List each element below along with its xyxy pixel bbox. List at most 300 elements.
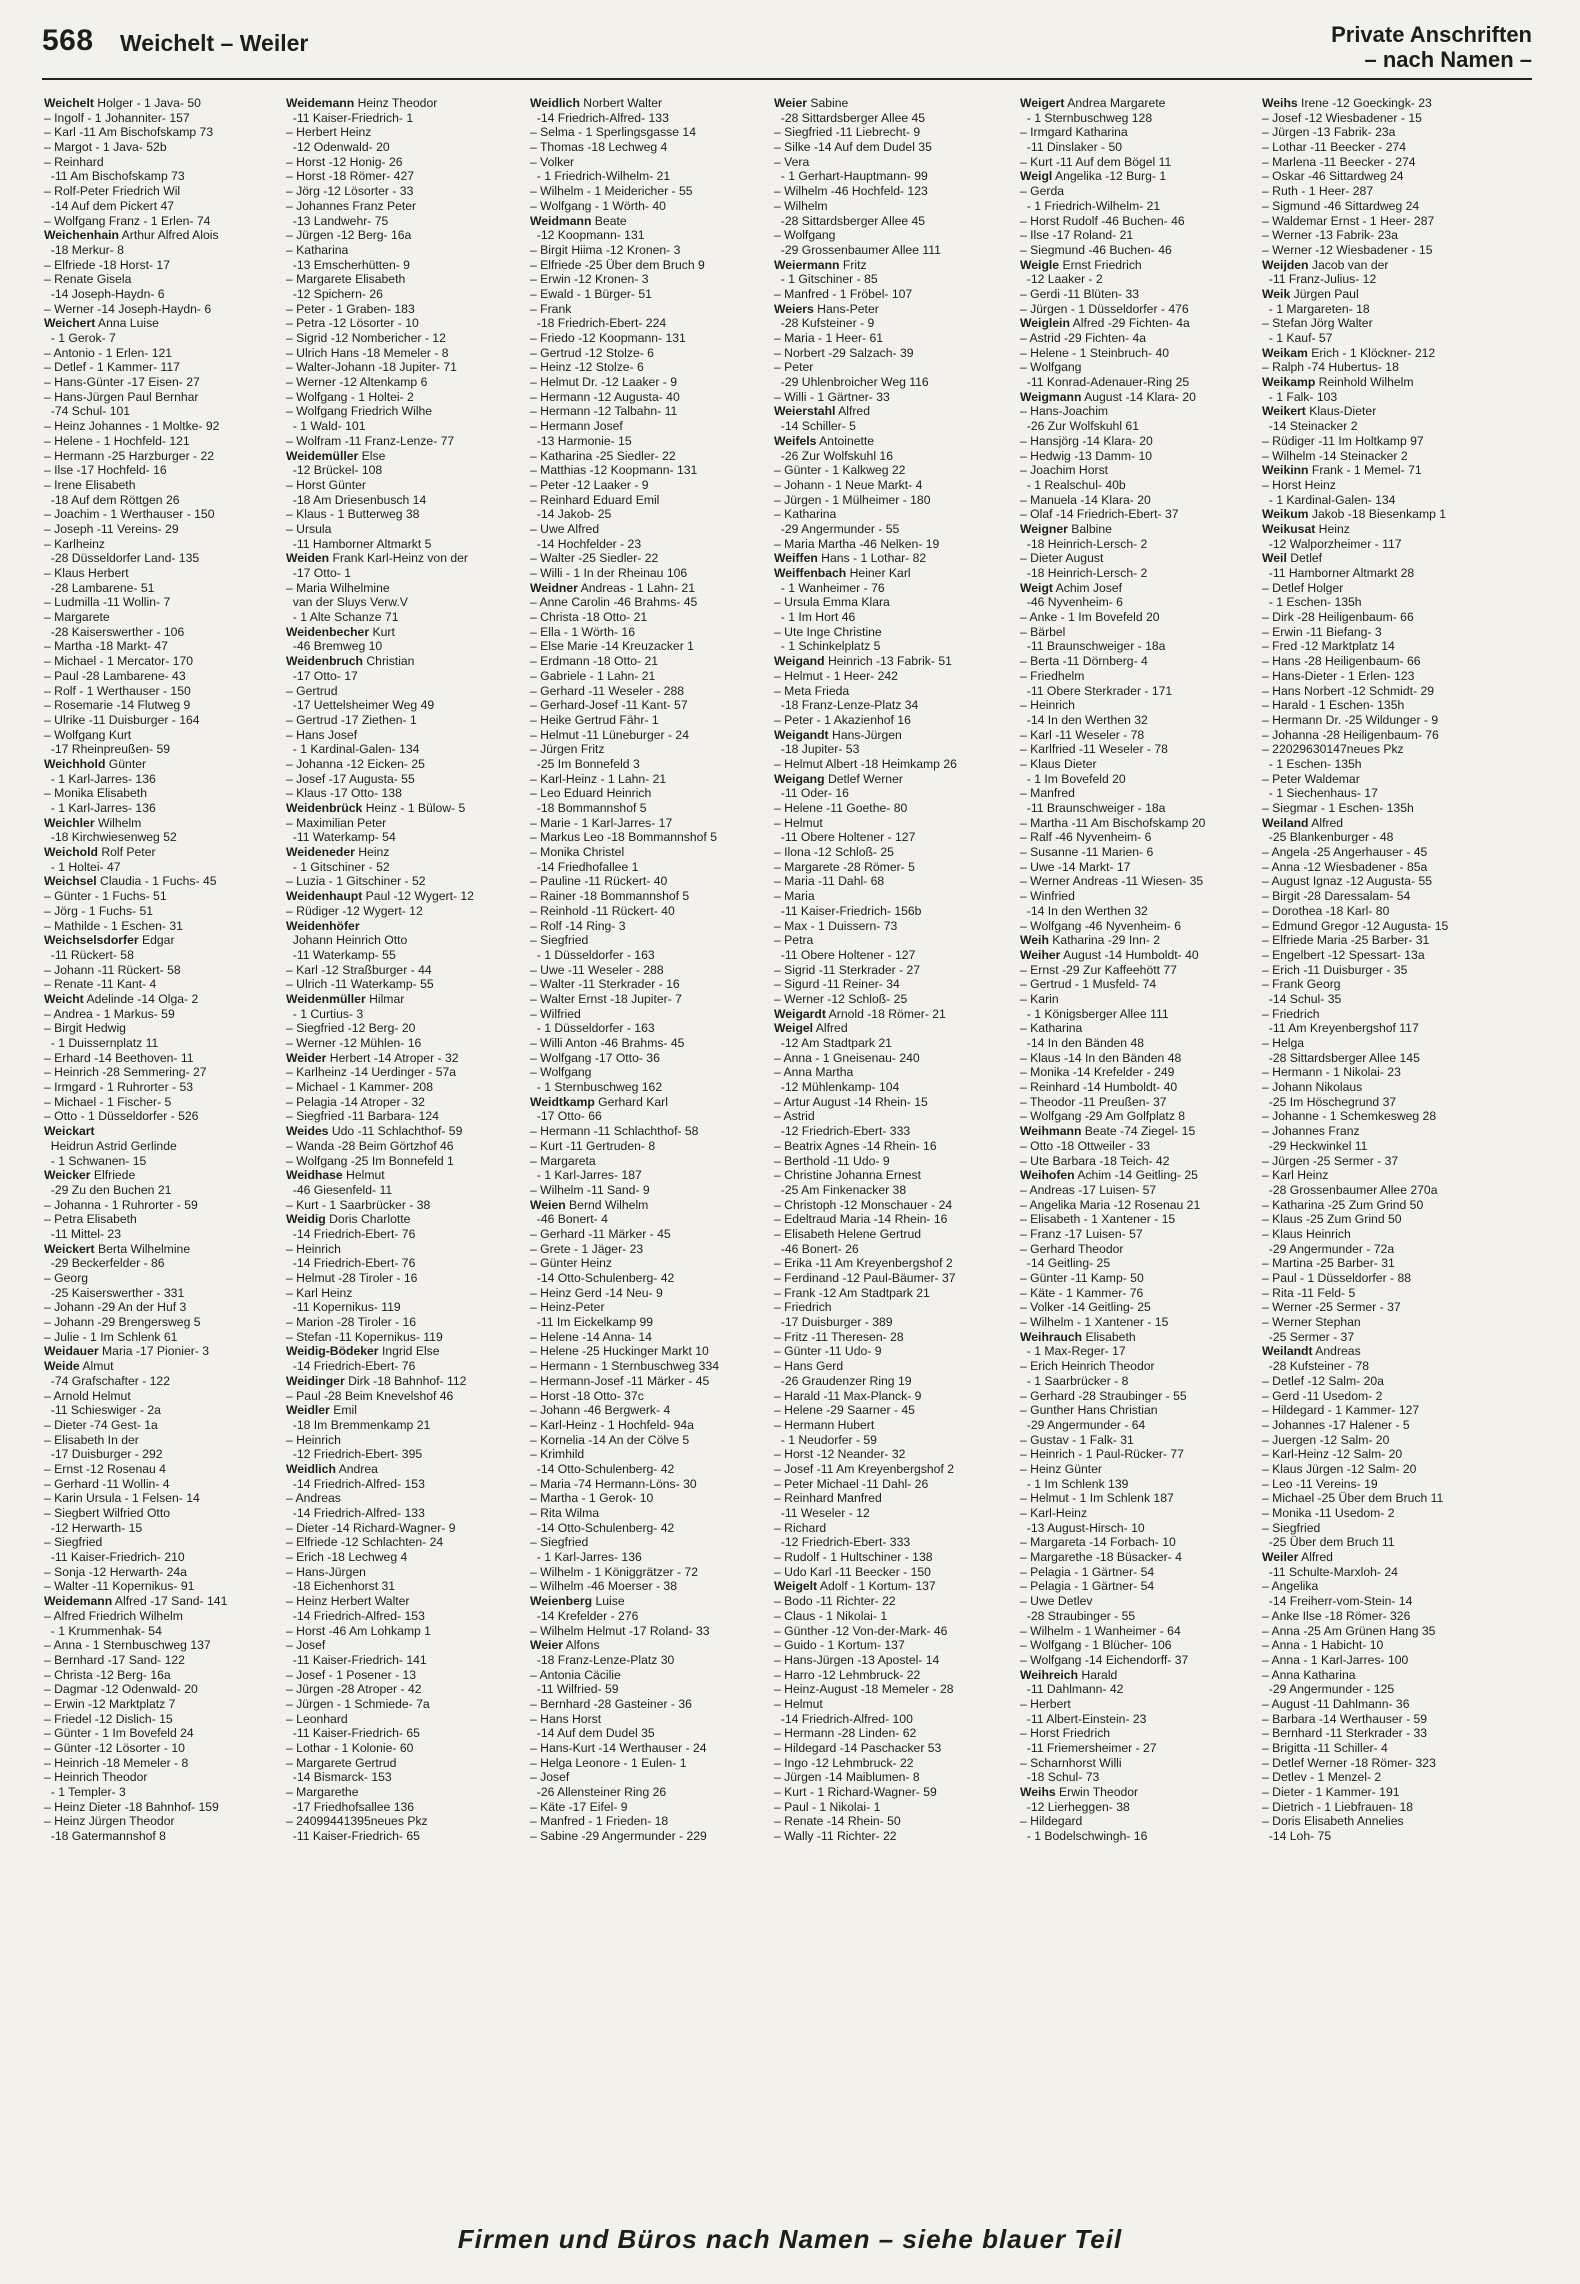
listing-entry: -14 Bismarck- 153 [286, 1770, 392, 1785]
listing-entry: Weichenhain Arthur Alfred Alois [44, 228, 219, 243]
listing-entry: – Heinz Johannes - 1 Moltke- 92 [44, 419, 220, 434]
listing-entry: – Heinz Günter [1020, 1461, 1102, 1476]
listing-entry: – Margareta [530, 1153, 596, 1168]
listing-entry: Weigang Detlef Werner [774, 771, 903, 786]
listing-entry: – Frank [530, 301, 572, 316]
listing-entry: -14 Auf dem Pickert 47 [44, 198, 175, 213]
listing-entry: – Hans Josef [286, 727, 358, 742]
listing-entry: – Manfred - 1 Fröbel- 107 [774, 286, 913, 301]
listing-entry: – Michael - 1 Fischer- 5 [44, 1094, 172, 1109]
listing-entry: - 1 Wanheimer - 76 [774, 580, 885, 595]
listing-entry: – Horst Heinz [1262, 477, 1336, 492]
listing-entry: – Hansjörg -14 Klara- 20 [1020, 433, 1153, 448]
listing-entry: – Lothar -11 Beecker - 274 [1262, 140, 1407, 155]
listing-entry: Weidemann Heinz Theodor [286, 96, 438, 110]
listing-entry: -46 Giesenfeld- 11 [286, 1182, 393, 1197]
listing-entry: – Pauline -11 Rückert- 40 [530, 874, 668, 889]
listing-entry: – Astrid -29 Fichten- 4a [1020, 331, 1146, 345]
listing-entry: – Ingo -12 Lehmbruck- 22 [774, 1755, 914, 1770]
listing-entry: – Hermann-Josef -11 Märker - 45 [530, 1373, 710, 1388]
listing-entry: – Horst -18 Römer- 427 [286, 169, 415, 184]
listing-entry: Weidenhaupt Paul -12 Wygert- 12 [286, 889, 474, 904]
listing-entry: – Heinrich [286, 1241, 341, 1256]
listing-entry: – Elisabeth In der [44, 1432, 139, 1447]
listing-entry: Weierstahl Alfred [774, 404, 870, 419]
listing-entry: Weidlich Andrea [286, 1461, 378, 1476]
listing-entry: – Hans -28 Heiligenbaum- 66 [1262, 654, 1421, 669]
listing-entry: – Siegbert Wilfried Otto [44, 1506, 170, 1520]
listing-entry: – Johann Nikolaus [1262, 1080, 1363, 1095]
listing-entry: – Werner -12 Wiesbadener - 15 [1262, 242, 1433, 257]
listing-entry: – Reinhold -11 Rückert- 40 [530, 903, 675, 918]
listing-entry: -11 Am Bischofskamp 73 [44, 169, 185, 184]
listing-entry: – Josef [286, 1638, 326, 1653]
listing-entry: - 1 Eschen- 135h [1262, 595, 1362, 610]
listing-entry: – Lothar - 1 Kolonie- 60 [286, 1741, 414, 1755]
listing-entry: – Reinhard Eduard Emil [530, 492, 660, 507]
listing-entry: – Wolfgang -17 Otto- 36 [530, 1050, 660, 1065]
listing-entry: -12 Am Stadtpark 21 [774, 1036, 892, 1050]
listing-entry: – Ursula [286, 521, 332, 536]
listing-entry: -17 Rheinpreußen- 59 [44, 742, 171, 757]
listing-entry: – Margarete [44, 610, 110, 625]
listing-entry: – Ferdinand -12 Paul-Bäumer- 37 [774, 1271, 956, 1285]
listing-entry: – Joseph -11 Vereins- 29 [44, 521, 179, 536]
listing-entry: – Siegfried -12 Berg- 20 [286, 1021, 416, 1036]
listing-entry: – Wolfgang -29 Am Golfplatz 8 [1020, 1109, 1186, 1124]
listing-entry: -18 Heinrich-Lersch- 2 [1020, 566, 1148, 580]
listing-entry: – Berta -11 Dörnberg- 4 [1020, 654, 1148, 669]
listing-entry: – Erwin -11 Biefang- 3 [1262, 624, 1382, 639]
listing-entry: – Sigmund -46 Sittardweg 24 [1262, 198, 1420, 213]
listing-entry: -14 Friedhofallee 1 [530, 859, 639, 874]
listing-entry: – Michael -25 Über dem Bruch 11 [1262, 1491, 1444, 1506]
listing-entry: Weigand Heinrich -13 Fabrik- 51 [774, 654, 952, 669]
listing-entry: – Helene -29 Saarner - 45 [774, 1403, 915, 1418]
listing-entry: – Wilhelm -14 Steinacker 2 [1262, 448, 1408, 463]
listing-entry: – Günter Heinz [530, 1256, 612, 1271]
listing-entry: – Martina -25 Barber- 31 [1262, 1256, 1395, 1271]
listing-entry: – Jürgen -25 Sermer - 37 [1262, 1153, 1399, 1168]
listing-entry: – Johann -29 Brengersweg 5 [44, 1315, 201, 1330]
listing-entry: -11 Weseler - 12 [774, 1506, 870, 1520]
listing-entry: – Siegfried [530, 1535, 589, 1550]
listing-entry: – Erich -18 Lechweg 4 [286, 1550, 408, 1565]
listing-entry: -11 Mittel- 23 [44, 1226, 121, 1241]
listing-entry: Weiermann Fritz [774, 257, 867, 272]
listing-entry: – Karlheinz -14 Uerdinger - 57a [286, 1065, 457, 1080]
listing-entry: – Bernhard -17 Sand- 122 [44, 1652, 185, 1667]
listing-column-3 [530, 96, 768, 1844]
listing-entry: -28 Kaiserswerther - 106 [44, 624, 185, 639]
listing-entry: -28 Lambarene- 51 [44, 580, 155, 595]
listing-entry: -18 Auf dem Röttgen 26 [44, 492, 180, 507]
listing-entry: – Kurt -11 Auf dem Bögel 11 [1020, 154, 1172, 169]
listing-entry: -18 Merkur- 8 [44, 242, 124, 257]
listing-entry: – Siegfried -11 Barbara- 124 [286, 1109, 439, 1124]
listing-entry: -29 Zu den Buchen 21 [44, 1182, 172, 1197]
listing-entry: – Hildegard - 1 Kammer- 127 [1262, 1403, 1420, 1418]
listing-entry: – Helmut -11 Lüneburger - 24 [530, 727, 689, 742]
listing-entry: – Karl -12 Straßburger - 44 [286, 962, 432, 977]
listing-entry: – Engelbert -12 Spessart- 13a [1262, 947, 1425, 962]
listing-entry: -11 Waterkamp- 55 [286, 947, 396, 962]
listing-entry: – Katharina [286, 242, 349, 257]
listing-entry: Weichold Rolf Peter [44, 845, 156, 860]
listing-entry: – Johann -11 Rückert- 58 [44, 962, 181, 977]
listing-entry: – Petra [774, 933, 814, 948]
listing-entry: – Richard [774, 1520, 827, 1535]
listing-entry: Weihreich Harald [1020, 1667, 1118, 1682]
listing-entry: – Gertrud [286, 683, 338, 698]
listing-entry: -11 Kaiser-Friedrich- 65 [286, 1829, 420, 1844]
listing-entry: -14 In den Werthen 32 [1020, 903, 1148, 918]
listing-entry: Weidmann Beate [530, 213, 627, 228]
listing-entry: -11 Schulte-Marxloh- 24 [1262, 1564, 1398, 1579]
listing-entry: – Karlheinz [44, 536, 105, 551]
listing-entry: – Katharina [1020, 1021, 1083, 1036]
listing-entry: - 1 Falk- 103 [1262, 389, 1338, 404]
listing-entry: – Johanna - 1 Ruhrorter - 59 [44, 1197, 198, 1212]
listing-entry: – Leonhard [286, 1711, 348, 1726]
listing-entry: – Erich Heinrich Theodor [1020, 1359, 1155, 1374]
listing-entry: -26 Zur Wolfskuhl 61 [1020, 419, 1139, 434]
listing-entry: – Waldemar Ernst - 1 Heer- 287 [1262, 213, 1435, 228]
listing-entry: - 1 Friedrich-Wilhelm- 21 [530, 169, 671, 184]
listing-entry: – Detlef Holger [1262, 580, 1344, 595]
listing-entry: -11 Waterkamp- 54 [286, 830, 396, 845]
listing-entry: – Rita Wilma [530, 1506, 600, 1520]
listing-entry: – Günter - 1 Kalkweg 22 [774, 463, 906, 478]
page-number: 568 [42, 24, 94, 57]
listing-entry: Weichler Wilhelm [44, 815, 142, 830]
listing-entry: – Horst -18 Otto- 37c [530, 1388, 644, 1403]
listing-entry: Weihrauch Elisabeth [1020, 1329, 1136, 1344]
listing-entry: – Volker [530, 154, 575, 169]
listing-entry: – Claus - 1 Nikolai- 1 [774, 1608, 888, 1623]
listing-entry: – Anna -12 Wiesbadener - 85a [1262, 859, 1428, 874]
listing-entry: -18 Heinrich-Lersch- 2 [1020, 536, 1148, 551]
listing-entry: – Reinhard -14 Humboldt- 40 [1020, 1080, 1178, 1095]
listing-entry: -29 Angermunder - 125 [1262, 1682, 1395, 1697]
listing-entry: -14 In den Werthen 32 [1020, 712, 1148, 727]
listing-entry: – Karl Heinz [1262, 1168, 1329, 1183]
listing-entry: – Astrid [774, 1109, 815, 1124]
listing-entry: – Margarete Gertrud [286, 1755, 397, 1770]
listing-entry: Weigner Balbine [1020, 521, 1112, 536]
listing-entry: – Otto - 1 Düsseldorfer - 526 [44, 1109, 199, 1124]
listing-entry: – Heinz Gerd -14 Neu- 9 [530, 1285, 663, 1300]
listing-entry: -11 Albert-Einstein- 23 [1020, 1711, 1147, 1726]
listing-entry: – Hans-Jürgen -13 Apostel- 14 [774, 1652, 940, 1667]
listing-entry: – Leo -11 Vereins- 19 [1262, 1476, 1378, 1491]
listing-entry: - 1 Karl-Jarres- 136 [44, 801, 156, 815]
listing-entry: – Wolfgang - 1 Holtei- 2 [286, 389, 414, 404]
listing-entry: – Gerhard -11 Märker - 45 [530, 1226, 671, 1241]
listing-entry: – Margarethe [286, 1785, 359, 1800]
listing-entry: – Frank Georg [1262, 977, 1341, 992]
listing-entry: – Thomas -18 Lechweg 4 [530, 140, 668, 155]
listing-entry: – Hans-Jürgen Paul Bernhar [44, 389, 199, 404]
listing-entry: – Katharina -25 Siedler- 22 [530, 448, 676, 463]
listing-entry: -14 Friedrich-Alfred- 100 [774, 1711, 913, 1726]
listing-entry: – Antonio - 1 Erlen- 121 [44, 345, 173, 360]
listing-entry: Weien Bernd Wilhelm [530, 1197, 649, 1212]
listing-entry: – Siegfried [1262, 1520, 1321, 1535]
listing-entry: – Heinz -12 Stolze- 6 [530, 360, 644, 375]
listing-entry: -11 Dahlmann- 42 [1020, 1682, 1124, 1697]
listing-entry: – Hermann Dr. -25 Wildunger - 9 [1262, 712, 1439, 727]
listing-entry: – Ilona -12 Schloß- 25 [774, 845, 894, 860]
listing-entry: – Detlev - 1 Menzel- 2 [1262, 1770, 1382, 1785]
listing-entry: Weidner Andreas - 1 Lahn- 21 [530, 580, 696, 595]
listing-entry: – Olaf -14 Friedrich-Ebert- 37 [1020, 507, 1179, 522]
listing-entry: – August Ignaz -12 Augusta- 55 [1262, 874, 1433, 889]
listing-entry: Weichsel Claudia - 1 Fuchs- 45 [44, 874, 217, 889]
listing-entry: -17 Otto- 17 [286, 668, 358, 683]
listing-entry: Weijden Jacob van der [1262, 257, 1389, 272]
listing-entry: -12 Friedrich-Ebert- 333 [774, 1535, 911, 1550]
listing-entry: – Harald - 1 Eschen- 135h [1262, 698, 1405, 713]
listing-entry: Heidrun Astrid Gerlinde [44, 1138, 177, 1153]
listing-entry: -14 Schiller- 5 [774, 419, 856, 434]
listing-entry: – Karl -11 Weseler - 78 [1020, 727, 1145, 742]
listing-entry: – Helene -25 Huckinger Markt 10 [530, 1344, 709, 1359]
listing-entry: -12 Odenwald- 20 [286, 140, 390, 155]
listing-entry: – Gerhard -28 Straubinger - 55 [1020, 1388, 1187, 1403]
listing-entry: – Johann - 1 Neue Markt- 4 [774, 477, 923, 492]
listing-entry: Weidler Emil [286, 1403, 357, 1418]
listing-entry: Weik Jürgen Paul [1262, 286, 1359, 301]
listing-entry: – Theodor -11 Preußen- 37 [1020, 1094, 1167, 1109]
listing-entry: – Käte -17 Eifel- 9 [530, 1799, 628, 1814]
listing-entry: – Wolfgang [774, 228, 836, 243]
listing-entry: - 1 Sternbuschweg 162 [530, 1080, 663, 1095]
listing-entry: – Manfred [1020, 786, 1075, 801]
listing-entry: Weickert Berta Wilhelmine [44, 1241, 191, 1256]
listing-entry: – Martha -18 Markt- 47 [44, 639, 168, 654]
listing-entry: – Bernhard -11 Sterkrader - 33 [1262, 1726, 1428, 1741]
listing-entry: – Anna -25 Am Grünen Hang 35 [1262, 1623, 1436, 1638]
listing-entry: – Jörg -12 Lösorter - 33 [286, 184, 414, 199]
listing-entry: – Günter -12 Lösorter - 10 [44, 1741, 185, 1755]
listing-entry: – Jürgen - 1 Mülheimer - 180 [774, 492, 931, 507]
listing-entry: -12 Lierheggen- 38 [1020, 1799, 1130, 1814]
listing-entry: – Maria -74 Hermann-Löns- 30 [530, 1476, 697, 1491]
listing-entry: – Andrea - 1 Markus- 59 [44, 1006, 175, 1021]
listing-entry: – Friedrich [1262, 1006, 1320, 1021]
listing-entry: – Peter [774, 360, 814, 375]
listing-entry: -13 Emscherhütten- 9 [286, 257, 410, 272]
listing-entry: – Scharnhorst Willi [1020, 1755, 1122, 1770]
listing-entry: – Paul -28 Lambarene- 43 [44, 668, 186, 683]
listing-entry: – Hedwig -13 Damm- 10 [1020, 448, 1153, 463]
listing-entry: – Elisabeth - 1 Xantener - 15 [1020, 1212, 1176, 1227]
listing-entry: – Georg [44, 1271, 89, 1285]
listing-entry: – Hermann -28 Linden- 62 [774, 1726, 917, 1741]
listing-entry: – Joachim - 1 Werthauser - 150 [44, 507, 215, 522]
listing-entry: – Rolf - 1 Werthauser - 150 [44, 683, 191, 698]
listing-entry: - 1 Bodelschwingh- 16 [1020, 1829, 1148, 1844]
listing-entry: – Stefan Jörg Walter [1262, 316, 1373, 331]
listing-entry: – Berthold -11 Udo- 9 [774, 1153, 890, 1168]
listing-entry: – Wilhelm -11 Sand- 9 [530, 1182, 650, 1197]
listing-entry: -18 Im Bremmenkamp 21 [286, 1417, 431, 1432]
listing-entry: – Herbert [1020, 1696, 1071, 1711]
listing-entry: – Klaus Herbert [44, 566, 129, 580]
listing-entry: – Krimhild [530, 1447, 585, 1462]
listing-entry: Weihmann Beate -74 Ziegel- 15 [1020, 1124, 1196, 1139]
listing-entry: – Maria Martha -46 Nelken- 19 [774, 536, 940, 551]
listing-entry: – Hermann Hubert [774, 1417, 875, 1432]
listing-entry: -74 Schul- 101 [44, 404, 131, 419]
listing-entry: – Hermann -12 Talbahn- 11 [530, 404, 678, 419]
header-rule [42, 78, 1532, 80]
listing-entry: – Heinz-August -18 Memeler - 28 [774, 1682, 954, 1697]
listing-entry: – Johanne - 1 Schemkesweg 28 [1262, 1109, 1437, 1124]
listing-entry: – Joachim Horst [1020, 463, 1109, 478]
listing-entry: – Ernst -12 Rosenau 4 [44, 1461, 166, 1476]
listing-entry: – Rüdiger -11 Im Holtkamp 97 [1262, 433, 1424, 448]
listing-entry: – Maria -11 Dahl- 68 [774, 874, 885, 889]
listing-entry: -18 Jupiter- 53 [774, 742, 860, 757]
listing-entry: - 1 Sternbuschweg 128 [1020, 110, 1153, 125]
listing-entry: -17 Duisburger - 292 [44, 1447, 163, 1462]
listing-entry: - 1 Gerok- 7 [44, 331, 116, 345]
listing-entry: – Ute Inge Christine [774, 624, 882, 639]
listing-entry: – Susanne -11 Marien- 6 [1020, 845, 1154, 860]
listing-entry: -11 Dinslaker - 50 [1020, 140, 1123, 155]
listing-entry: -14 Joseph-Haydn- 6 [44, 286, 165, 301]
listing-entry: -18 Eichenhorst 31 [286, 1579, 396, 1594]
listing-entry: Weihs Irene -12 Goeckingk- 23 [1262, 96, 1432, 110]
listing-entry: – Josef [530, 1770, 570, 1785]
listing-entry: -11 Kaiser-Friedrich- 141 [286, 1652, 427, 1667]
listing-entry: -11 Hamborner Altmarkt 28 [1262, 566, 1415, 580]
listing-entry: Weikinn Frank - 1 Memel- 71 [1262, 463, 1422, 478]
listing-entry: Weil Detlef [1262, 551, 1323, 566]
listing-entry: – Günter -11 Udo- 9 [774, 1344, 882, 1359]
listing-entry: -26 Graudenzer Ring 19 [774, 1373, 912, 1388]
listing-entry: -28 Grossenbaumer Allee 270a [1262, 1182, 1438, 1197]
listing-entry: – Michael - 1 Mercator- 170 [44, 654, 194, 669]
listing-entry: – Birgit -28 Daressalam- 54 [1262, 889, 1411, 904]
listing-entry: -12 Brückel- 108 [286, 463, 383, 478]
listing-entry: – Gerhard Theodor [1020, 1241, 1124, 1256]
listing-entry: – Dieter - 1 Kammer- 191 [1262, 1785, 1400, 1800]
listing-entry: - 1 Königsberger Allee 111 [1020, 1006, 1169, 1021]
listing-entry: – Wilhelm -46 Hochfeld- 123 [774, 184, 928, 199]
listing-entry: – Maria Wilhelmine [286, 580, 390, 595]
listing-entry: – Peter Michael -11 Dahl- 26 [774, 1476, 929, 1491]
listing-entry: Weidauer Maria -17 Pionier- 3 [44, 1344, 210, 1359]
listing-entry: – Klaus -17 Otto- 138 [286, 786, 402, 801]
listing-entry: – Frank -12 Am Stadtpark 21 [774, 1285, 930, 1300]
listing-entry: Weickart [44, 1124, 95, 1139]
listing-entry: – Ulrike -11 Duisburger - 164 [44, 712, 200, 727]
listing-entry: – Wolfgang -46 Nyvenheim- 6 [1020, 918, 1182, 933]
listing-entry: – Wolfgang Friedrich Wilhe [286, 404, 433, 419]
listing-entry: -11 Wilfried- 59 [530, 1682, 619, 1697]
listing-entry: – Friedel -12 Dislich- 15 [44, 1711, 173, 1726]
listing-entry: – Anna Martha [774, 1065, 854, 1080]
listing-entry: -28 Kufsteiner - 78 [1262, 1359, 1370, 1374]
listing-entry: Weihs Erwin Theodor [1020, 1785, 1139, 1800]
listing-entry: – Anke - 1 Im Bovefeld 20 [1020, 610, 1160, 625]
listing-entry: -14 Jakob- 25 [530, 507, 612, 522]
page-footer: Firmen und Büros nach Namen – siehe blauer Teil [457, 2224, 1123, 2254]
listing-entry: – Ralph -74 Hubertus- 18 [1262, 360, 1399, 375]
listing-entry: -11 Hamborner Altmarkt 5 [286, 536, 432, 551]
listing-entry: - 1 Karl-Jarres- 187 [530, 1168, 642, 1183]
listing-entry: – Helene - 1 Steinbruch- 40 [1020, 345, 1170, 360]
listing-entry: – Christoph -12 Monschauer - 24 [774, 1197, 953, 1212]
listing-entry: – Gustav - 1 Falk- 31 [1020, 1432, 1134, 1447]
listing-entry: – Helga Leonore - 1 Eulen- 1 [530, 1755, 687, 1770]
listing-entry: – Werner -13 Fabrik- 23a [1262, 228, 1398, 243]
listing-entry: – Renate Gisela [44, 272, 132, 287]
listing-entry: – Bodo -11 Richter- 22 [774, 1594, 896, 1609]
listing-entry: – Martha -11 Am Bischofskamp 20 [1020, 815, 1206, 830]
listing-entry: – Wilhelm - 1 Königgrätzer - 72 [530, 1564, 698, 1579]
listing-entry: – Sigrid -11 Sterkrader - 27 [774, 962, 921, 977]
listing-entry: – Pelagia - 1 Gärtner- 54 [1020, 1579, 1155, 1594]
section-title-line1: Private Anschriften [1331, 22, 1532, 47]
listing-entry: – Hildegard [1020, 1814, 1083, 1829]
listing-entry: – Helmut Dr. -12 Laaker - 9 [530, 375, 677, 390]
listing-entry: -14 Friedrich-Alfred- 153 [286, 1608, 425, 1623]
listing-entry: – Ruth - 1 Heer- 287 [1262, 184, 1374, 199]
listing-entry: – Elfriede -12 Schlachten- 24 [286, 1535, 444, 1550]
listing-entry: -29 Heckwinkel 11 [1262, 1138, 1368, 1153]
listing-entry: – Renate -11 Kant- 4 [44, 977, 157, 992]
listing-entry: - 1 Im Bovefeld 20 [1020, 771, 1126, 786]
listing-entry: – Andreas -17 Luisen- 57 [1020, 1182, 1157, 1197]
listing-entry: - 1 Karl-Jarres- 136 [530, 1550, 642, 1565]
listing-entry: – Hermann Josef [530, 419, 623, 434]
listing-entry: – Gerd -11 Usedom- 2 [1262, 1388, 1383, 1403]
listing-entry: Weides Udo -11 Schlachthof- 59 [286, 1124, 463, 1139]
listing-entry: -14 Freiherr-vom-Stein- 14 [1262, 1594, 1413, 1609]
listing-entry: – Hans-Joachim [1020, 404, 1109, 419]
listing-entry: Weigandt Hans-Jürgen [774, 727, 902, 742]
listing-entry: – Margareta -14 Forbach- 10 [1020, 1535, 1176, 1550]
listing-entry: Weih Katharina -29 Inn- 2 [1020, 933, 1161, 948]
listing-entry: – Elfriede -18 Horst- 17 [44, 257, 170, 272]
listing-entry: – Käte - 1 Kammer- 76 [1020, 1285, 1144, 1300]
listing-entry: – Margarethe -18 Büsacker- 4 [1020, 1550, 1182, 1565]
listing-entry: Weigelt Adolf - 1 Kortum- 137 [774, 1579, 936, 1594]
listing-entry: -11 Obere Holtener - 127 [774, 830, 916, 845]
listing-entry: – Artur August -14 Rhein- 15 [774, 1094, 928, 1109]
listing-entry: Weigl Angelika -12 Burg- 1 [1020, 169, 1167, 184]
listing-entry: – Werner Stephan [1262, 1315, 1361, 1330]
listing-entry: – Hans Norbert -12 Schmidt- 29 [1262, 683, 1435, 698]
listing-entry: – Karl -11 Am Bischofskamp 73 [44, 125, 214, 140]
listing-entry: – Walter -11 Sterkrader - 16 [530, 977, 680, 992]
listing-entry: - 1 Schwanen- 15 [44, 1153, 147, 1168]
listing-entry: – Werner -12 Mühlen- 16 [286, 1036, 422, 1050]
listing-entry: – Ilse -17 Hochfeld- 16 [44, 463, 167, 478]
listing-entry: – Rainer -18 Bommannshof 5 [530, 889, 690, 904]
listing-entry: – Oskar -46 Sittardweg 24 [1262, 169, 1404, 184]
listing-entry: -46 Nyvenheim- 6 [1020, 595, 1123, 610]
listing-entry: – Dagmar -12 Odenwald- 20 [44, 1682, 198, 1697]
listing-entry: – Dieter -74 Gest- 1a [44, 1417, 158, 1432]
listing-entry: -11 Braunschweiger - 18a [1020, 801, 1166, 815]
listing-entry: -28 Düsseldorfer Land- 135 [44, 551, 200, 566]
listing-entry: – Horst Rudolf -46 Buchen- 46 [1020, 213, 1185, 228]
